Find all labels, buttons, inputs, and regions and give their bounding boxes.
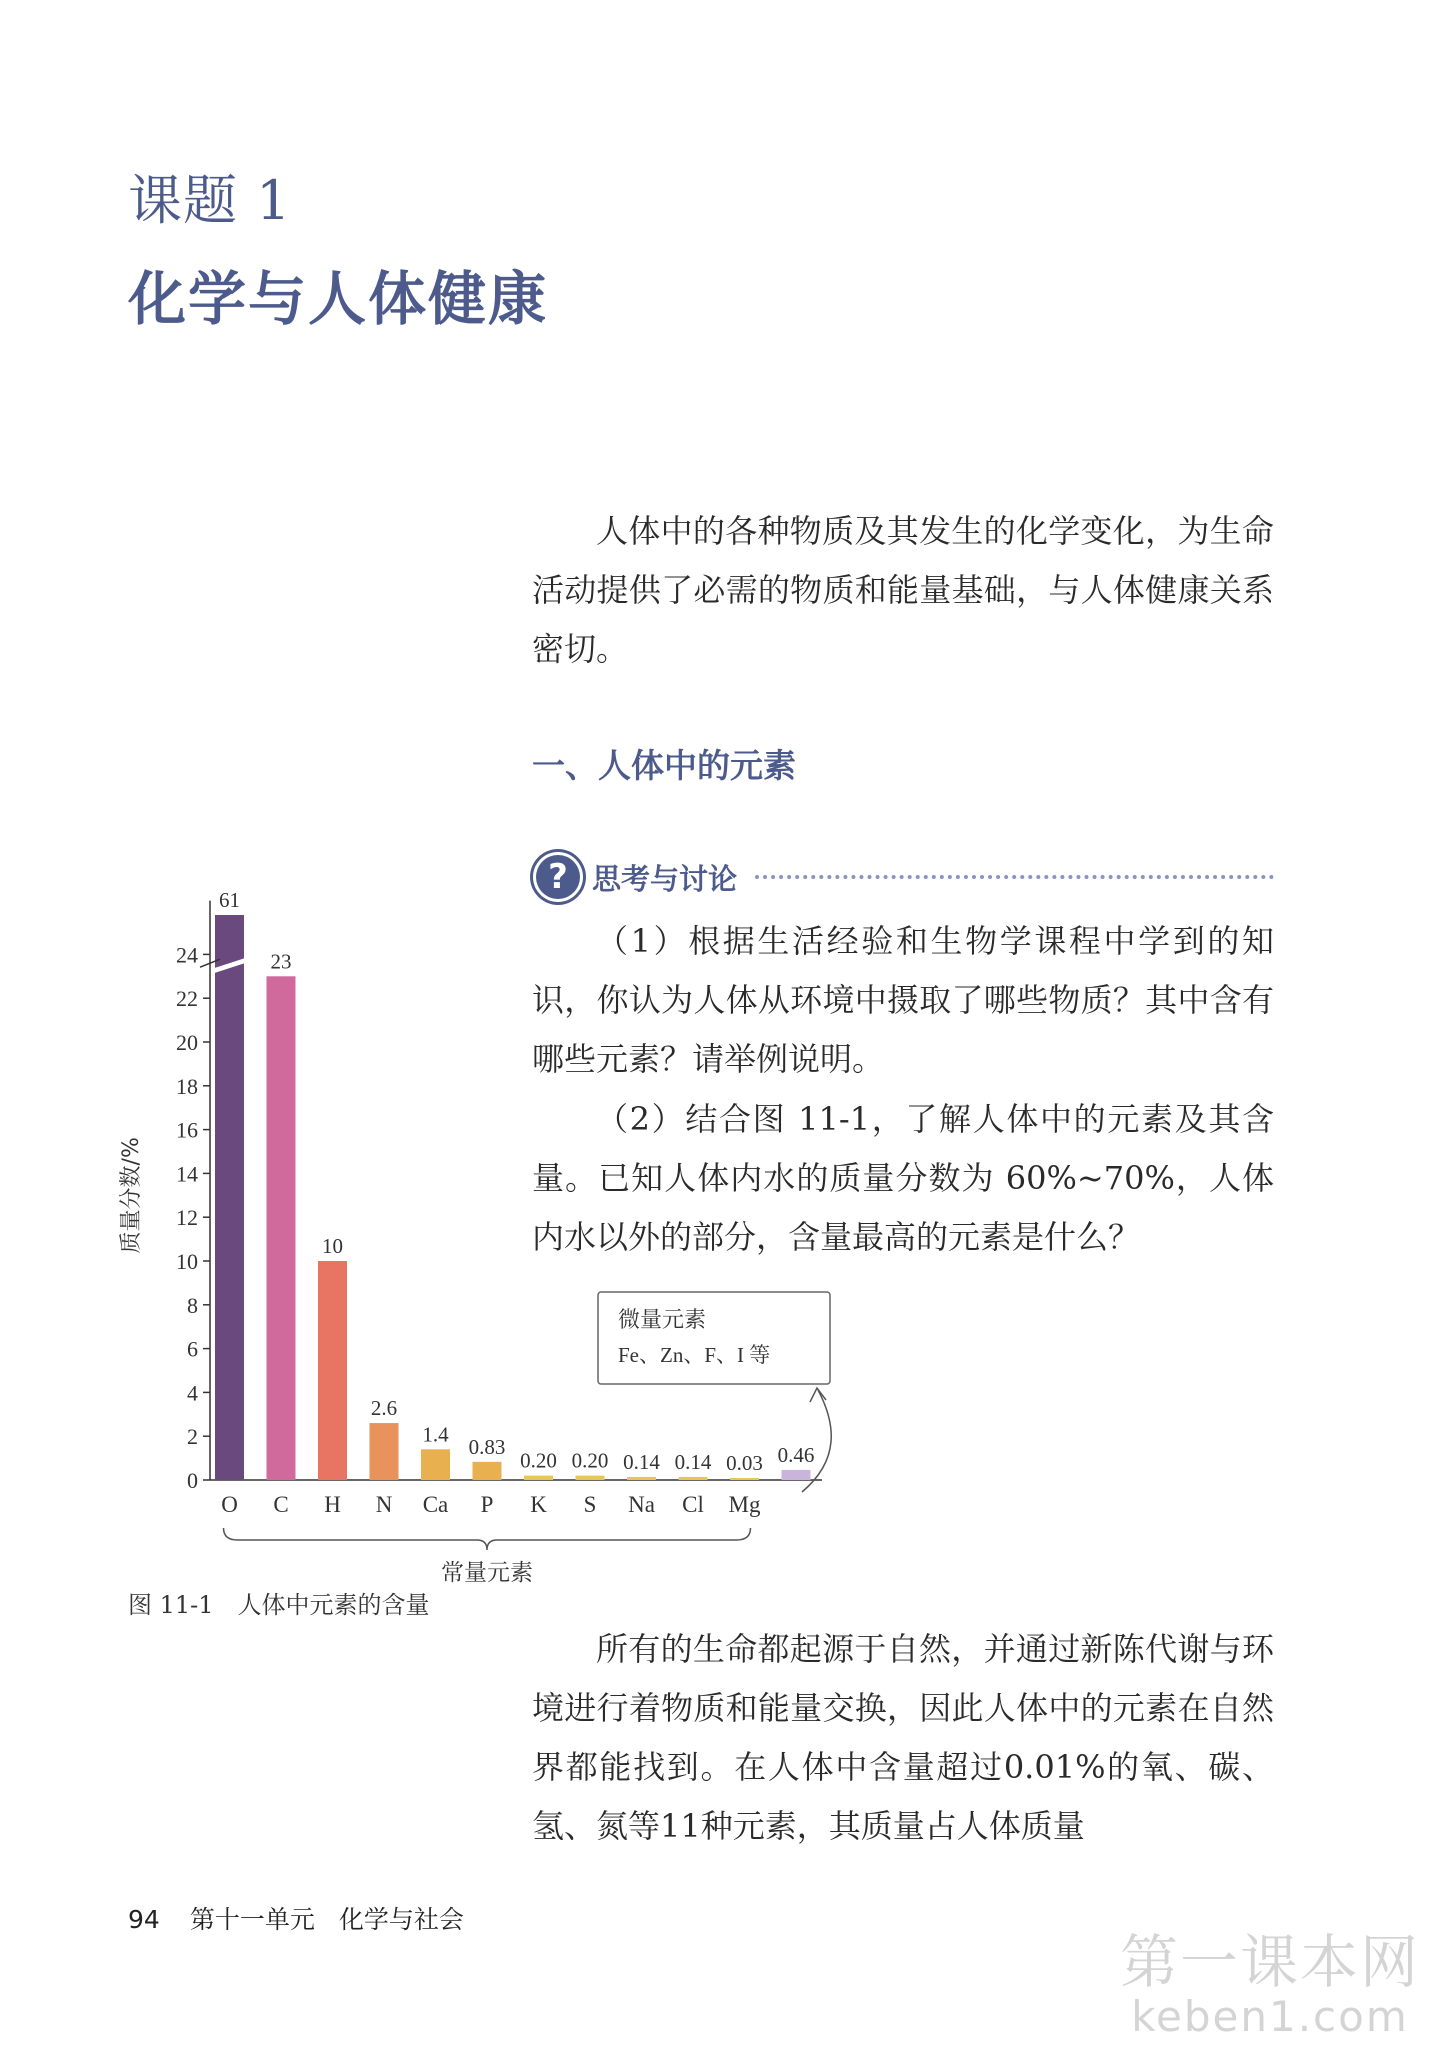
- x-tick-label: P: [480, 1492, 494, 1517]
- y-tick-label: 12: [176, 1205, 198, 1231]
- bar: [524, 1476, 553, 1480]
- bar-value-label: 10: [322, 1234, 343, 1258]
- main-elements-bracket: [224, 1528, 751, 1550]
- intro-paragraph: 人体中的各种物质及其发生的化学变化，为生命活动提供了必需的物质和能量基础，与人体健康关系密切。: [532, 512, 1274, 668]
- bar: [215, 915, 244, 1480]
- unit-label: 第十一单元: [189, 1905, 315, 1934]
- y-tick-label: 6: [187, 1336, 198, 1362]
- page-footer: [128, 1900, 464, 1936]
- trace-elements-box: [598, 1292, 830, 1384]
- discussion-question-1: （1）根据生活经验和生物学课程中学到的知识，你认为人体从环境中摄取了哪些物质？其中含有哪些元素？请举例说明。: [532, 922, 1274, 1078]
- figure-number: 图 11-1: [128, 1591, 214, 1619]
- y-tick-label: 8: [187, 1292, 198, 1318]
- bar-value-label: 0.20: [571, 1448, 609, 1473]
- y-tick-label: 0: [187, 1468, 198, 1493]
- bar: [627, 1477, 656, 1480]
- page-number: 94: [128, 1905, 160, 1934]
- body-paragraph: 所有的生命都起源于自然，并通过新陈代谢与环境进行着物质和能量交换，因此人体中的元素在自然界都能找到。在人体中含量超过0.01%的氧、碳、氢、氮等11种元素，其质量占人体质量: [532, 1630, 1274, 1845]
- watermark-text: 第一课本网: [1119, 1928, 1420, 1996]
- lesson-title: 化学与人体健康: [128, 265, 549, 333]
- bar-value-label: 0.83: [468, 1434, 506, 1459]
- bar-value-label: 0.46: [777, 1442, 815, 1467]
- bar: [370, 1423, 399, 1480]
- bar-value-label: 1.4: [422, 1422, 449, 1447]
- bar-value-label: 23: [270, 949, 292, 974]
- bar: [576, 1476, 605, 1480]
- element-content-chart: [110, 870, 860, 1590]
- bar-value-label: 2.6: [370, 1396, 398, 1421]
- bar-value-label: 0.14: [623, 1449, 660, 1474]
- section-heading: 一、人体中的元素: [532, 746, 796, 785]
- unit-title: 化学与社会: [338, 1905, 464, 1934]
- bar: [421, 1449, 450, 1480]
- y-tick-label: 16: [176, 1117, 198, 1143]
- watermark-url: keben1.com: [1131, 1992, 1409, 2041]
- bar: [730, 1478, 759, 1480]
- bar-value-label: 0.20: [520, 1448, 557, 1473]
- bar-value-label: 61: [219, 887, 240, 912]
- y-tick-label: 24: [176, 942, 198, 968]
- x-tick-label: C: [273, 1492, 289, 1517]
- x-tick-label: H: [324, 1492, 341, 1517]
- figure-caption: [128, 1585, 430, 1620]
- y-tick-label: 14: [176, 1161, 198, 1187]
- bar-value-label: 0.03: [726, 1451, 763, 1475]
- bracket-label: 常量元素: [441, 1560, 533, 1586]
- x-tick-label: K: [530, 1492, 547, 1517]
- question-icon: ?: [536, 855, 580, 899]
- y-tick-label: 22: [176, 986, 198, 1012]
- bar-value-label: 0.14: [674, 1449, 712, 1474]
- bar: [318, 1261, 347, 1480]
- x-tick-label: O: [221, 1492, 238, 1517]
- x-tick-label: S: [583, 1492, 597, 1517]
- x-tick-label: Mg: [728, 1492, 761, 1517]
- bar: [782, 1470, 811, 1480]
- y-tick-label: 20: [176, 1030, 198, 1055]
- trace-box-items: Fe、Zn、F、I 等: [618, 1343, 771, 1367]
- discussion-title: 思考与讨论: [592, 861, 738, 896]
- bar: [679, 1477, 708, 1480]
- x-tick-label: N: [375, 1492, 393, 1517]
- y-tick-label: 18: [176, 1073, 198, 1099]
- bar: [473, 1462, 502, 1480]
- x-tick-label: Na: [628, 1492, 655, 1517]
- lesson-label: 课题 1: [128, 169, 292, 232]
- watermark: [1120, 1930, 1420, 2040]
- figure-caption-text: 人体中元素的含量: [237, 1591, 430, 1619]
- discussion-question-2: （2）结合图 11-1，了解人体中的元素及其含量。已知人体内水的质量分数为 60%~70%，人体内水以外的部分，含量最高的元素是什么？: [532, 1100, 1274, 1256]
- x-tick-label: Cl: [682, 1492, 704, 1517]
- trace-box-title: 微量元素: [618, 1308, 707, 1333]
- bar: [267, 976, 296, 1480]
- x-tick-label: Ca: [422, 1492, 449, 1517]
- y-axis-label: 质量分数/%: [119, 1137, 144, 1254]
- y-tick-label: 10: [176, 1249, 198, 1274]
- chart-svg: [110, 870, 860, 1590]
- y-tick-label: 2: [187, 1424, 198, 1450]
- y-tick-label: 4: [187, 1380, 198, 1406]
